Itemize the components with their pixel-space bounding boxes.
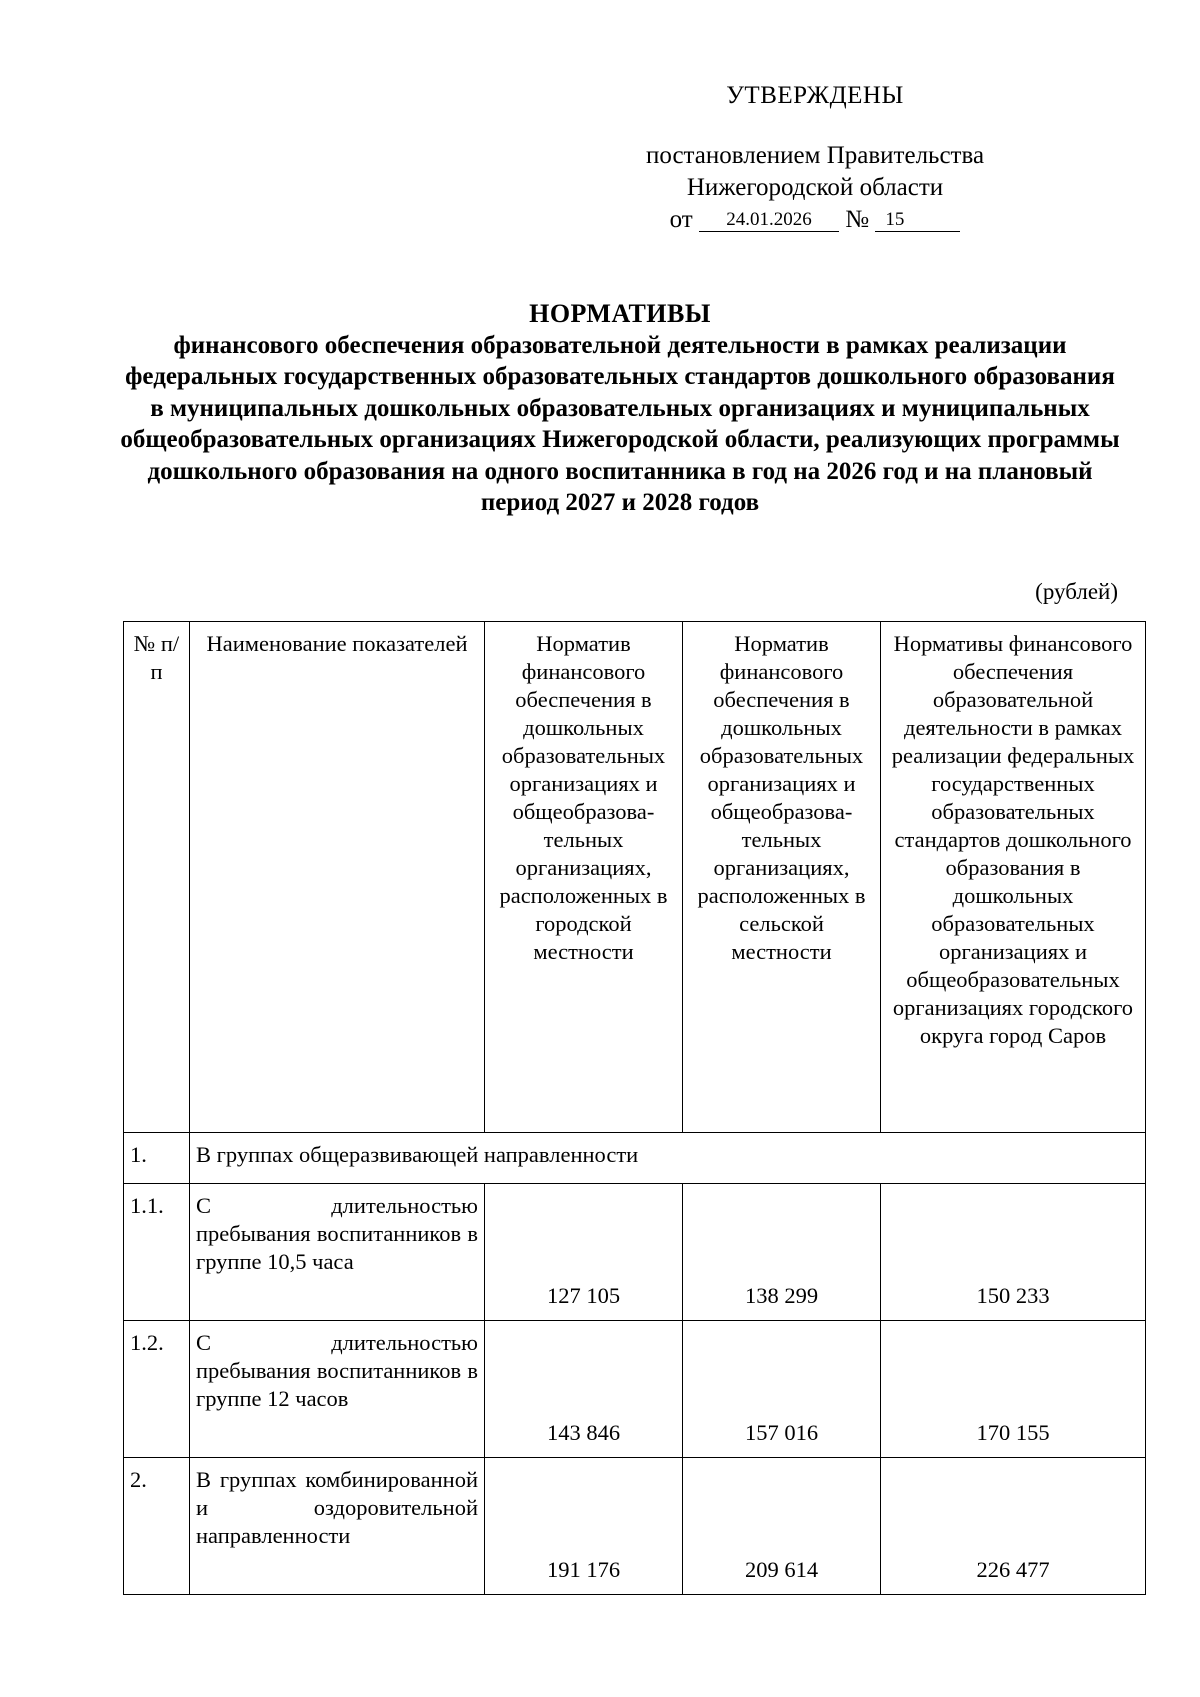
header-name: Наименование показателей [190, 622, 485, 1133]
header-num: № п/п [124, 622, 190, 1133]
norms-table [123, 621, 1146, 1595]
header-urban: Норматив финансового обеспечения в дошкольных образовательных организациях и общеобразова-тельных организациях, расположенных в городской местности [485, 622, 683, 1133]
row-name: В группах комбинированной и оздоровительной направленности [190, 1458, 485, 1595]
row-urban-value: 191 176 [485, 1458, 683, 1595]
header-sarov: Нормативы финансового обеспечения образовательной деятельности в рамках реализации федеральных государственных образовательных стандартов дошкольного образования в дошкольных образовательных организациях и общеобразовательных организациях городского округа город Саров [881, 622, 1146, 1133]
row-name: В группах общеразвивающей направленности [190, 1133, 1146, 1184]
number-sign: № [845, 206, 870, 233]
document-title [120, 298, 1120, 519]
row-sarov-value: 226 477 [881, 1458, 1146, 1595]
approval-date: 24.01.2026 [699, 209, 839, 232]
row-sarov-value: 150 233 [881, 1184, 1146, 1321]
row-rural-value: 138 299 [683, 1184, 881, 1321]
units-label: (рублей) [1035, 579, 1118, 604]
row-rural-value: 157 016 [683, 1321, 881, 1458]
approval-date-line [600, 204, 1030, 236]
approval-block [600, 80, 1030, 236]
row-rural-value: 209 614 [683, 1458, 881, 1595]
approval-line-2: Нижегородской области [686, 174, 944, 201]
approved-heading: УТВЕРЖДЕНЫ [726, 82, 904, 109]
row-sarov-value: 170 155 [881, 1321, 1146, 1458]
row-num: 1. [124, 1133, 190, 1184]
table-header-row [124, 622, 1146, 1133]
approval-line-1: постановлением Правительства [645, 142, 985, 169]
row-name: С длительностью пребывания воспитанников в группе 10,5 часа [190, 1184, 485, 1321]
row-num: 2. [124, 1458, 190, 1595]
header-rural: Норматив финансового обеспечения в дошкольных образовательных организациях и общеобразова-тельных организациях, расположенных в сельской местности [683, 622, 881, 1133]
row-urban-value: 127 105 [485, 1184, 683, 1321]
approval-number: 15 [875, 209, 960, 232]
table-row [124, 1458, 1146, 1595]
row-urban-value: 143 846 [485, 1321, 683, 1458]
table-row [124, 1321, 1146, 1458]
table-row [124, 1184, 1146, 1321]
row-num: 1.2. [124, 1321, 190, 1458]
table-row [124, 1133, 1146, 1184]
title-main: НОРМАТИВЫ [529, 299, 711, 328]
row-name: С длительностью пребывания воспитанников в группе 12 часов [190, 1321, 485, 1458]
title-subtitle: финансового обеспечения образовательной деятельности в рамках реализации федеральных государственных образовательных стандартов дошкольного образования в муниципальных дошкольных образовательных организациях и муниципальных общеобразовательных организациях Нижегородской области, реализующих программы дошкольного образования на одного воспитанника в год на 2026 год и на плановый период 2027 и 2028 годов [120, 331, 1120, 516]
date-prefix: от [669, 206, 693, 233]
row-num: 1.1. [124, 1184, 190, 1321]
